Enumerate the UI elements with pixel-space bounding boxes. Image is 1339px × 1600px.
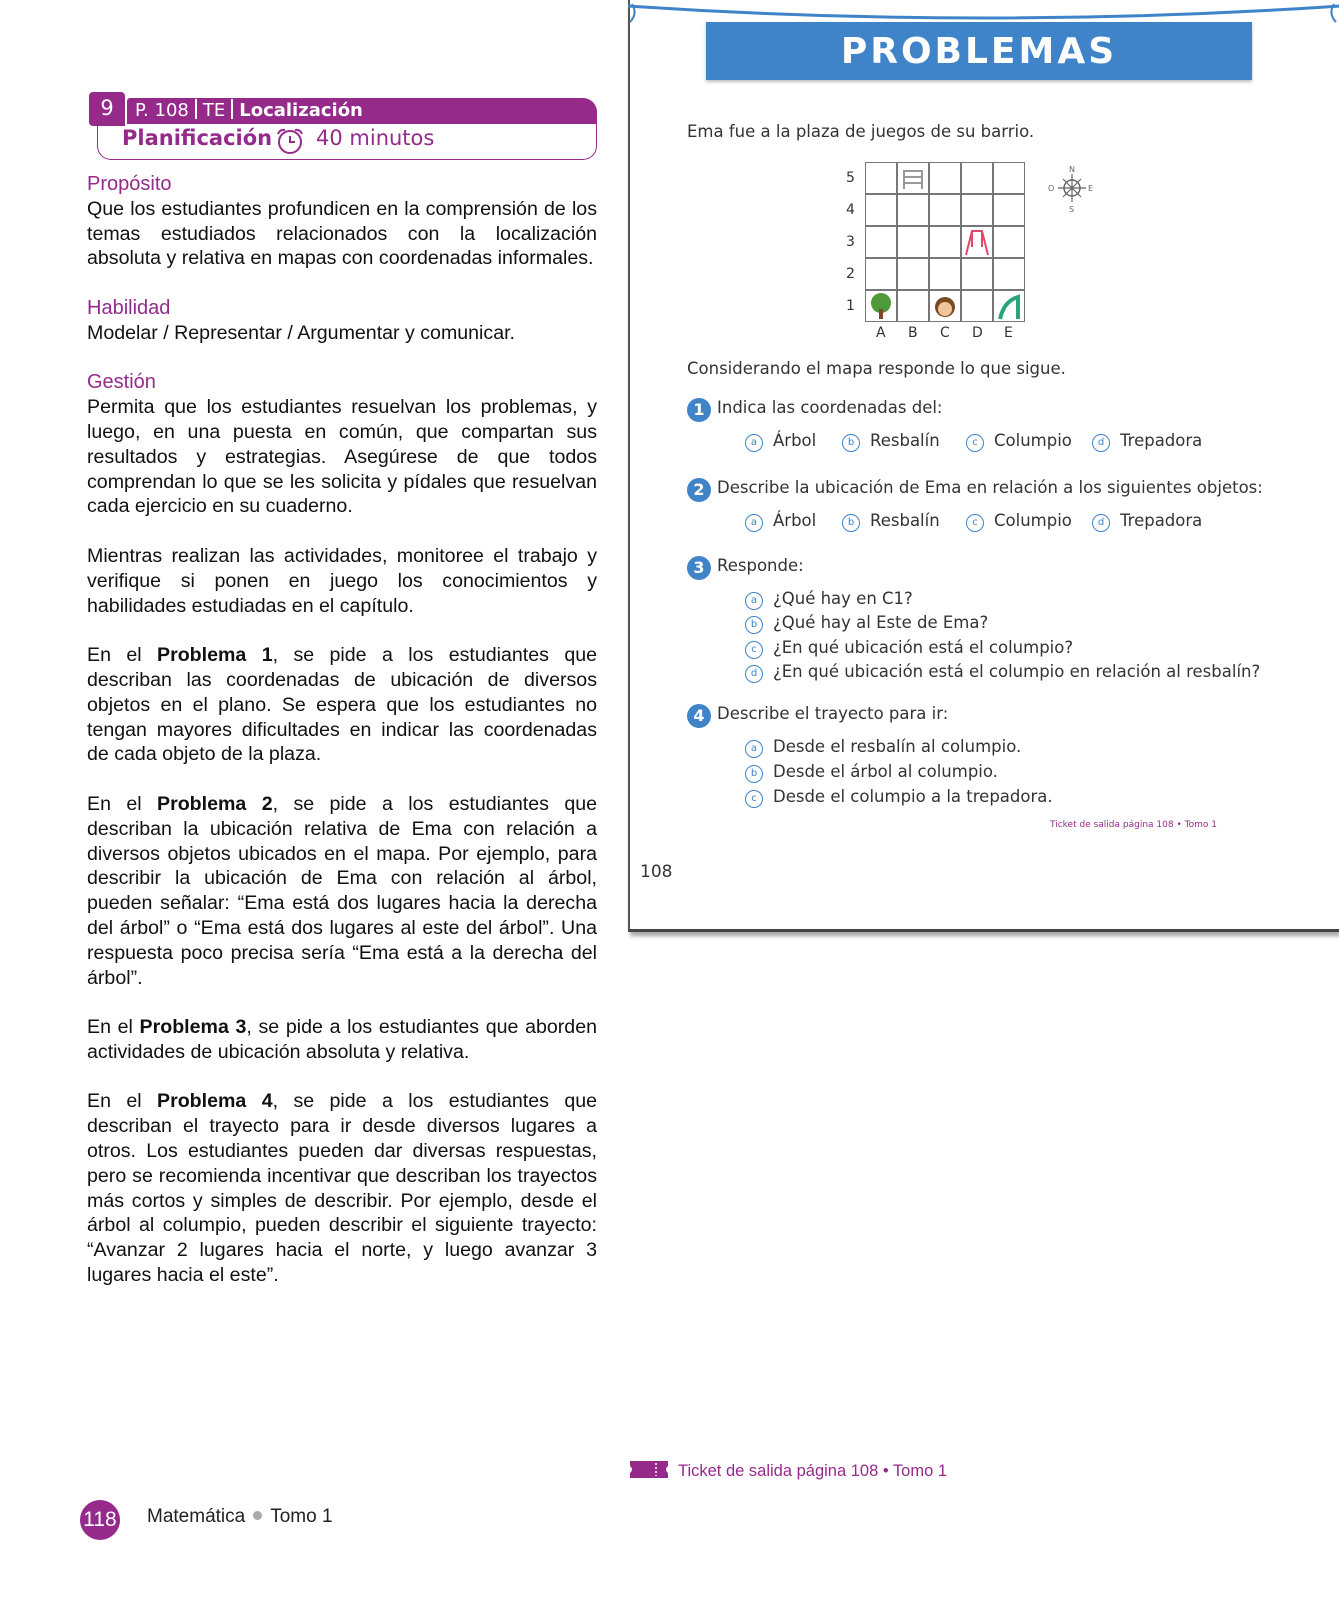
q3-option-a: a ¿Qué hay en C1? bbox=[745, 589, 913, 610]
question-3-number: 3 bbox=[687, 556, 711, 580]
map-cell bbox=[897, 290, 929, 322]
q4-option-c: c Desde el columpio a la trepadora. bbox=[745, 787, 1053, 808]
map-cell bbox=[897, 162, 929, 194]
map-cell bbox=[929, 258, 961, 290]
map-cell bbox=[929, 194, 961, 226]
q1-option-b: b Resbalín bbox=[842, 431, 940, 452]
map-cell bbox=[961, 194, 993, 226]
swing-icon bbox=[962, 227, 992, 257]
q3-option-b: b ¿Qué hay al Este de Ema? bbox=[745, 613, 988, 634]
map-cell bbox=[961, 290, 993, 322]
slide-icon bbox=[994, 291, 1024, 321]
map-cell bbox=[993, 226, 1025, 258]
separator-dot bbox=[253, 1511, 262, 1520]
question-1-number: 1 bbox=[687, 398, 711, 422]
problem-3-paragraph: En el Problema 3, se pide a los estudiantes que aborden actividades de ubicación absoluta y relativa. bbox=[87, 1016, 597, 1063]
q2-option-b: b Resbalín bbox=[842, 511, 940, 532]
map-cell bbox=[897, 258, 929, 290]
q3-option-d: d ¿En qué ubicación está el columpio en relación al resbalín? bbox=[745, 662, 1260, 683]
header-bar bbox=[127, 98, 597, 124]
problems-banner bbox=[706, 22, 1252, 80]
management-paragraph-2: Mientras realizan las actividades, monitoree el trabajo y verifique si ponen en juego los conocimientos y habilidades estudiadas en el capítulo. bbox=[87, 544, 597, 617]
map-cell bbox=[865, 290, 897, 322]
purpose-title: Propósito bbox=[87, 173, 172, 195]
column-label: A bbox=[876, 325, 886, 341]
q4-option-a: a Desde el resbalín al columpio. bbox=[745, 737, 1021, 758]
q2-option-c: c Columpio bbox=[966, 511, 1072, 532]
separator bbox=[231, 99, 233, 119]
map-cell bbox=[897, 194, 929, 226]
row-label: 3 bbox=[846, 234, 855, 250]
row-label: 2 bbox=[846, 266, 855, 282]
climbing-frame-icon bbox=[898, 163, 928, 193]
book-exit-ticket-note: Ticket de salida página 108 • Tomo 1 bbox=[1050, 820, 1217, 830]
planning-time: 40 minutos bbox=[316, 126, 435, 150]
q1-option-d: d Trepadora bbox=[1092, 431, 1202, 452]
management-paragraph-1: Permita que los estudiantes resuelvan los problemas, y luego, en una puesta en común, que compartan sus resultados y estrategias. Asegúrese de que todos comprendan lo que se les solicita y pídales que resuelvan cada ejercicio en su cuaderno. bbox=[87, 396, 597, 518]
row-label: 4 bbox=[846, 202, 855, 218]
question-1-text: Indica las coordenadas del: bbox=[717, 398, 943, 417]
footer-subject bbox=[147, 1506, 333, 1528]
question-3-text: Responde: bbox=[717, 556, 804, 575]
book-page-number: 108 bbox=[640, 862, 673, 882]
question-4-number: 4 bbox=[687, 704, 711, 728]
map-cell bbox=[961, 162, 993, 194]
row-label: 1 bbox=[846, 298, 855, 314]
instruction-text: Considerando el mapa responde lo que sigue. bbox=[687, 359, 1066, 378]
q4-option-b: b Desde el árbol al columpio. bbox=[745, 762, 998, 783]
banner-title: PROBLEMAS bbox=[840, 31, 1118, 72]
q2-option-d: d Trepadora bbox=[1092, 511, 1202, 532]
compass-south: S bbox=[1069, 205, 1075, 214]
map-cell bbox=[929, 162, 961, 194]
page-number: 118 bbox=[80, 1500, 120, 1540]
map-cell bbox=[961, 226, 993, 258]
management-title: Gestión bbox=[87, 371, 156, 394]
planning-box bbox=[97, 124, 597, 160]
te-label: TE bbox=[202, 100, 226, 121]
column-label: C bbox=[940, 325, 950, 341]
subject-name: Matemática bbox=[147, 1506, 246, 1527]
q1-option-c: c Columpio bbox=[966, 431, 1072, 452]
map-cell bbox=[993, 290, 1025, 322]
volume-name: Tomo 1 bbox=[270, 1506, 333, 1527]
planning-label: Planificación bbox=[122, 126, 273, 150]
map-cell bbox=[865, 226, 897, 258]
alarm-clock-icon bbox=[274, 127, 306, 155]
page-reference: P. 108 bbox=[135, 100, 189, 121]
compass-east: E bbox=[1088, 184, 1094, 193]
problem-1-paragraph: En el Problema 1, se pide a los estudiantes que describan las coordenadas de ubicación de diversos objetos en el plano. Se espera que los estudiantes no tengan mayores dificultades en indicar las coordenadas de cada objeto de la plaza. bbox=[87, 644, 598, 766]
map-cell bbox=[865, 162, 897, 194]
map-cell bbox=[865, 258, 897, 290]
map-cell bbox=[993, 258, 1025, 290]
decorative-top-band bbox=[628, 0, 1339, 24]
q1-option-a: a Árbol bbox=[745, 431, 816, 452]
map-cell bbox=[961, 258, 993, 290]
map-cell bbox=[929, 226, 961, 258]
compass-north: N bbox=[1069, 165, 1075, 174]
teacher-guide-text bbox=[87, 172, 597, 1288]
topic-label: Localización bbox=[239, 100, 363, 121]
exit-ticket-text: Ticket de salida página 108 • Tomo 1 bbox=[678, 1462, 948, 1480]
question-2-number: 2 bbox=[687, 478, 711, 502]
column-label: B bbox=[908, 325, 918, 341]
session-number-badge: 9 bbox=[89, 92, 125, 126]
compass-rose-icon bbox=[1046, 164, 1098, 216]
skill-title: Habilidad bbox=[87, 296, 171, 319]
map-cell bbox=[993, 194, 1025, 226]
separator bbox=[195, 99, 197, 119]
lesson-header bbox=[89, 92, 597, 162]
skill-text: Modelar / Representar / Argumentar y comunicar. bbox=[87, 321, 515, 344]
tree-icon bbox=[866, 291, 896, 321]
question-2-text: Describe la ubicación de Ema en relación a los siguientes objetos: bbox=[717, 478, 1263, 497]
student-book-page bbox=[628, 0, 1339, 932]
column-label: D bbox=[972, 325, 983, 341]
purpose-text: Que los estudiantes profundicen en la comprensión de los temas estudiados relacionados con la localización absoluta y relativa en mapas con coordenadas informales. bbox=[87, 197, 597, 270]
map-cell bbox=[865, 194, 897, 226]
q3-option-c: c ¿En qué ubicación está el columpio? bbox=[745, 638, 1073, 659]
ema-face-icon bbox=[930, 291, 960, 321]
exit-ticket-note bbox=[630, 1461, 947, 1481]
row-label: 5 bbox=[846, 170, 855, 186]
question-4-text: Describe el trayecto para ir: bbox=[717, 704, 949, 723]
map-cell bbox=[929, 290, 961, 322]
q2-option-a: a Árbol bbox=[745, 511, 816, 532]
compass-west: O bbox=[1048, 184, 1055, 193]
map-cell bbox=[897, 226, 929, 258]
problem-4-paragraph: En el Problema 4, se pide a los estudiantes que describan el trayecto para ir desde diversos lugares a otros. Los estudiantes pueden dar diversas respuestas, pero se recomienda incentivar que describan los trayectos más cortos y simples de describir. Por ejemplo, desde el árbol al columpio, pueden describir el siguiente trayecto: “Avanzar 2 lugares hacia el norte, y luego avanzar 3 lugares hacia el este”. bbox=[87, 1090, 598, 1287]
map-cell bbox=[993, 162, 1025, 194]
ticket-icon bbox=[630, 1461, 668, 1478]
problem-2-paragraph: En el Problema 2, se pide a los estudiantes que describan la ubicación relativa de Ema con relación a diversos objetos ubicados en el mapa. Por ejemplo, para describir la ubicación de Ema con relación al árbol, pueden señalar: “Ema está dos lugares hacia la derecha del árbol” o “Ema está dos lugares al este del árbol”. Una respuesta poco precisa sería “Ema está a la derecha del árbol”. bbox=[87, 792, 598, 989]
intro-text: Ema fue a la plaza de juegos de su barrio. bbox=[687, 122, 1035, 141]
column-label: E bbox=[1004, 325, 1013, 341]
